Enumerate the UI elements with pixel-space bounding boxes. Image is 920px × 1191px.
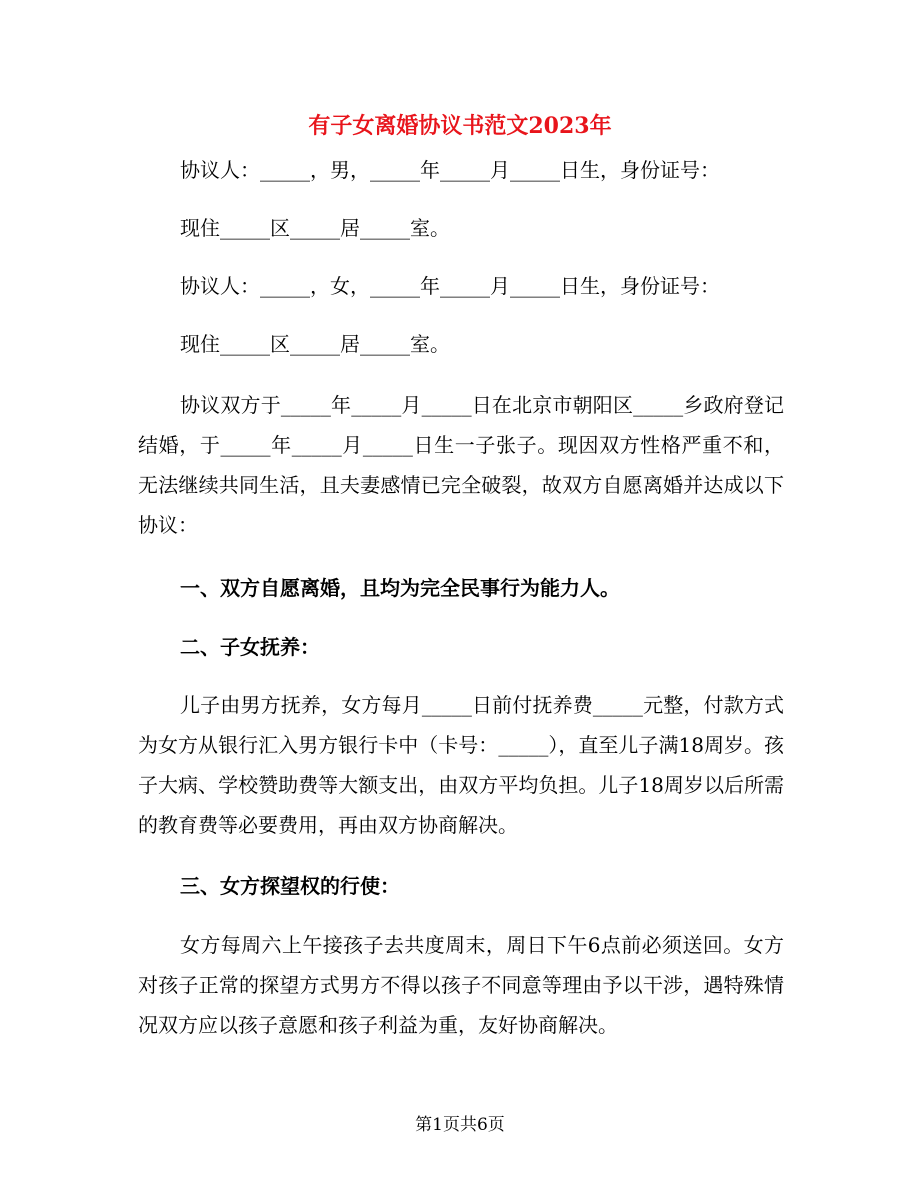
section-3-heading: 三、女方探望权的行使： bbox=[180, 874, 400, 898]
section-2-body: 儿子由男方抚养，女方每月_____日前付抚养费_____元整，付款方式为女方从银行汇入男方银行卡中（卡号：_____），直至儿子满18周岁。孩子大病、学校赞助费等大额支出，由双方平均负担。儿子18周岁以后所需的教育费等必要费用，再由双方协商解决。 bbox=[138, 693, 784, 837]
preamble-paragraph: 协议双方于_____年_____月_____日在北京市朝阳区_____乡政府登记结婚，于_____年_____月_____日生一子张子。现因双方性格严重不和，无法继续共同生活，且夫妻感情已完全破裂，故双方自愿离婚并达成以下协议： bbox=[138, 393, 784, 537]
section-2-heading: 二、子女抚养： bbox=[180, 635, 320, 659]
party-female-line: 协议人：_____，女，_____年_____月_____日生，身份证号： bbox=[180, 274, 720, 298]
address-male-line: 现住_____区_____居_____室。 bbox=[180, 216, 450, 240]
section-3-body: 女方每周六上午接孩子去共度周末，周日下午6点前必须送回。女方对孩子正常的探望方式男方不得以孩子不同意等理由予以干涉，遇特殊情况双方应以孩子意愿和孩子利益为重，友好协商解决。 bbox=[138, 933, 784, 1037]
section-1-heading: 一、双方自愿离婚，且均为完全民事行为能力人。 bbox=[180, 576, 620, 600]
page-number-footer: 第1页共6页 bbox=[415, 1115, 505, 1135]
party-male-line: 协议人：_____，男，_____年_____月_____日生，身份证号： bbox=[180, 158, 720, 182]
document-title: 有子女离婚协议书范文2023年 bbox=[308, 113, 612, 139]
address-female-line: 现住_____区_____居_____室。 bbox=[180, 332, 450, 356]
